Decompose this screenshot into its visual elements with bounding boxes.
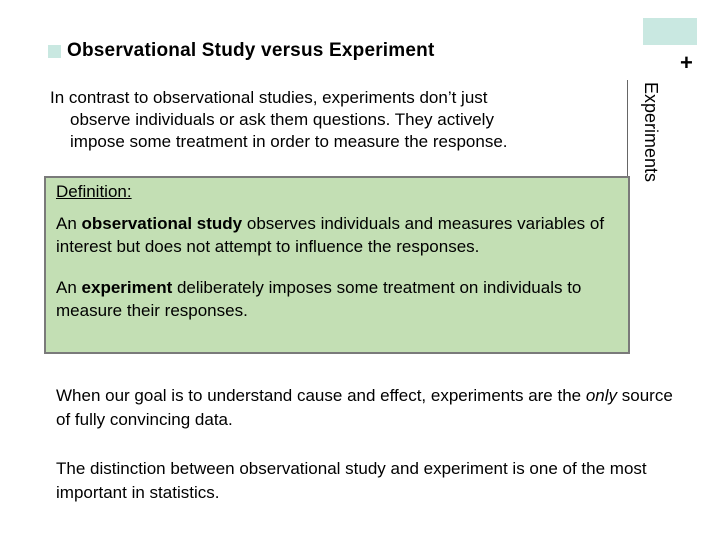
intro-line-2: observe individuals or ask them questions. They actively	[70, 110, 494, 129]
bullet-square-icon	[48, 45, 61, 58]
cause-effect-before: When our goal is to understand cause and effect, experiments are the	[56, 386, 586, 405]
title-row	[48, 36, 434, 66]
observational-definition	[56, 212, 618, 258]
intro-line-3: impose some treatment in order to measure the response.	[70, 132, 508, 151]
observational-prefix: An	[56, 214, 82, 233]
cause-effect-paragraph	[56, 384, 676, 432]
accent-block	[643, 18, 697, 45]
intro-paragraph	[50, 87, 610, 153]
experiment-rest: deliberately imposes some treatment on individuals to measure their responses.	[56, 278, 582, 320]
experiment-term: experiment	[81, 278, 173, 297]
experiment-definition	[56, 276, 618, 322]
plus-symbol: +	[680, 50, 693, 75]
slide-title: Observational Study versus Experiment	[67, 40, 435, 61]
definition-heading: Definition:	[56, 182, 132, 201]
intro-line-1: In contrast to observational studies, experiments don’t just	[50, 88, 488, 107]
observational-rest: observes individuals and measures variables of interest but does not attempt to influence the responses.	[56, 214, 605, 256]
experiment-prefix: An	[56, 278, 82, 297]
distinction-paragraph: The distinction between observational study and experiment is one of the most important in statistics.	[56, 459, 647, 502]
cause-effect-after: source of fully convincing data.	[56, 386, 673, 429]
side-label-experiments: Experiments	[641, 82, 661, 183]
definition-box	[44, 176, 630, 354]
cause-effect-emphasis: only	[585, 386, 618, 405]
observational-term: observational study	[81, 214, 243, 233]
